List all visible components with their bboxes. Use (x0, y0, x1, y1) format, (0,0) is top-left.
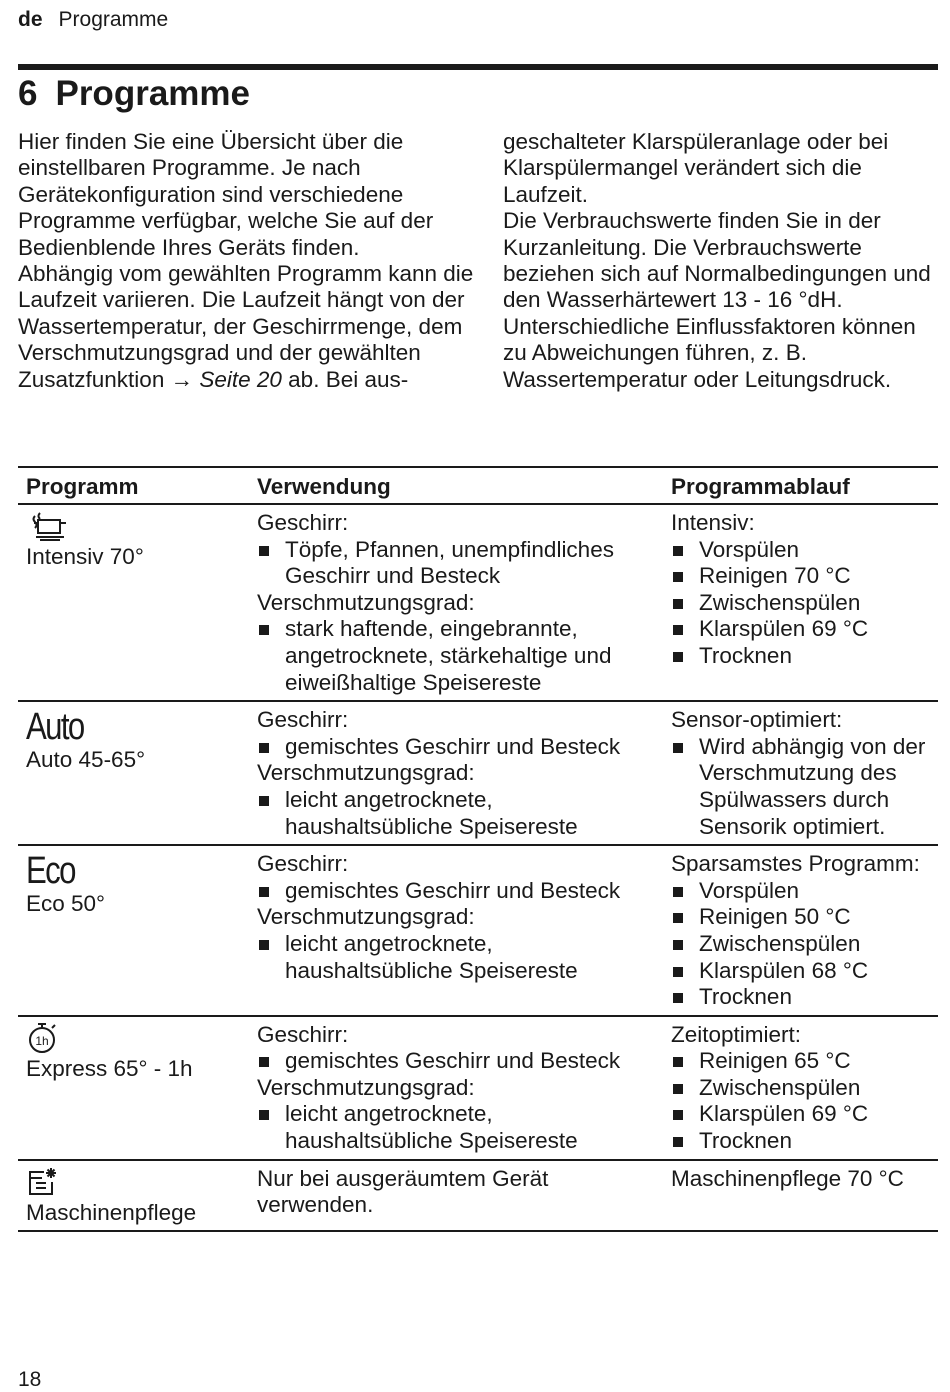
list-item: Zwischenspülen (671, 931, 930, 958)
table-row (18, 1016, 938, 1160)
program-name: Eco 50° (26, 891, 106, 917)
machine-care-icon (26, 1166, 241, 1200)
sequence-label: Sparsamstes Programm: (671, 851, 920, 877)
dishes-label: Geschirr: (257, 851, 349, 877)
sequence-label: Sensor-optimiert: (671, 707, 843, 733)
sequence-list (671, 878, 930, 1011)
list-item: leicht angetrocknete, haushaltsübliche Speisereste (257, 787, 655, 840)
dishes-label: Geschirr: (257, 1021, 349, 1047)
sequence-cell (663, 504, 938, 701)
sequence-list (671, 1048, 930, 1154)
intro-paragraph: geschalteter Klarspüleranlage oder bei Klarspülermangel verändert sich die Laufzeit. (503, 129, 889, 207)
program-cell (18, 1160, 249, 1232)
stopwatch-label: 1h (35, 1033, 49, 1048)
usage-cell (249, 701, 663, 845)
program-name: Intensiv 70° (26, 544, 144, 569)
list-item: gemischtes Geschirr und Besteck (257, 878, 655, 905)
soil-label: Verschmutzungsgrad: (257, 589, 475, 615)
language-code: de (18, 8, 43, 31)
table-row (18, 701, 938, 845)
dishes-label: Geschirr: (257, 707, 349, 733)
list-item: Reinigen 70 °C (671, 563, 930, 590)
list-item: Klarspülen 69 °C (671, 1101, 930, 1128)
intensive-pot-icon (26, 510, 241, 544)
list-item: gemischtes Geschirr und Besteck (257, 734, 655, 761)
list-item: stark haftende, eingebrannte, angetrocknete, stärkehaltige und eiweißhaltige Speisereste (257, 616, 655, 696)
dishes-list (257, 1048, 655, 1075)
dishes-list (257, 537, 655, 590)
soil-label: Verschmutzungsgrad: (257, 760, 475, 786)
sequence-label: Zeitoptimiert: (671, 1021, 802, 1047)
program-cell (18, 845, 249, 1016)
intro-text: ab. Bei aus- (281, 366, 409, 392)
program-cell (18, 504, 249, 701)
soil-list (257, 787, 655, 840)
program-symbol: Eco (26, 850, 75, 893)
program-symbol: Auto (26, 706, 84, 749)
stopwatch-1h-icon (26, 1022, 241, 1056)
table-header-row (18, 467, 938, 504)
list-item: Trocknen (671, 984, 930, 1011)
header-section: Programme (58, 8, 169, 31)
table-row (18, 504, 938, 701)
sequence-label: Maschinenpflege 70 °C (671, 1165, 904, 1191)
column-header-sequence: Programmablauf (663, 467, 938, 504)
chapter-number: 6 (18, 74, 38, 113)
soil-label: Verschmutzungsgrad: (257, 1074, 475, 1100)
intro-right-column (503, 129, 943, 393)
list-item: Klarspülen 69 °C (671, 616, 930, 643)
soil-list (257, 616, 655, 696)
list-item: Vorspülen (671, 878, 930, 905)
page-link[interactable]: Seite 20 (199, 366, 282, 392)
intro-text: Abhängig vom gewählten Programm kann die Laufzeit variieren. Die Laufzeit hängt von der Wassertemperatur, der Geschirrmenge, dem Verschmutzungsgrad und der gewählten Zusatzfunktion (18, 261, 474, 392)
sequence-label: Intensiv: (671, 510, 755, 535)
program-cell (18, 1016, 249, 1160)
soil-list (257, 931, 655, 984)
sequence-list (671, 734, 930, 840)
list-item: Klarspülen 68 °C (671, 958, 930, 985)
usage-cell (249, 1160, 663, 1232)
list-item: Reinigen 50 °C (671, 904, 930, 931)
soil-list (257, 1101, 655, 1154)
dishes-list (257, 878, 655, 905)
soil-label: Verschmutzungsgrad: (257, 904, 475, 930)
sequence-cell (663, 845, 938, 1016)
program-name: Auto 45-65° (26, 747, 146, 773)
program-name: Express 65° - 1h (26, 1055, 193, 1081)
page-number: 18 (18, 1368, 42, 1391)
list-item: Wird abhängig von der Verschmutzung des Spülwassers durch Sensorik optimiert. (671, 734, 930, 840)
column-header-usage: Verwendung (249, 467, 663, 504)
usage-cell (249, 1016, 663, 1160)
usage-cell (249, 845, 663, 1016)
chapter-title: Programme (55, 74, 250, 113)
list-item: Töpfe, Pfannen, unempfindliches Geschirr und Besteck (257, 537, 655, 590)
table-row (18, 1160, 938, 1232)
list-item: Zwischenspülen (671, 1075, 930, 1102)
sequence-cell (663, 1016, 938, 1160)
program-name: Maschinenpflege (26, 1199, 197, 1225)
list-item: leicht angetrocknete, haushaltsübliche Speisereste (257, 1101, 655, 1154)
intro-paragraph: Hier finden Sie eine Übersicht über die einstellbaren Programme. Je nach Gerätekonfiguration sind verschiedene Programme verfügbar, welche Sie auf der Bedienblende Ihres Geräts finden. (18, 129, 434, 260)
list-item: Trocknen (671, 643, 930, 670)
intro-paragraph: Die Verbrauchswerte finden Sie in der Kurzanleitung. Die Verbrauchswerte beziehen sich auf Normalbedingungen und den Wasserhärtewert 13 - 16 °dH. Unterschiedliche Einflussfaktoren können zu Abweichungen führen, z. B. Wassertemperatur oder Leitungsdruck. (503, 208, 931, 392)
sequence-list (671, 537, 930, 670)
usage-text: Nur bei ausgeräumtem Gerät verwenden. (257, 1165, 549, 1218)
list-item: gemischtes Geschirr und Besteck (257, 1048, 655, 1075)
list-item: Zwischenspülen (671, 590, 930, 617)
program-table (18, 466, 938, 1232)
table-row (18, 845, 938, 1016)
dishes-label: Geschirr: (257, 510, 349, 535)
arrow-icon: → (170, 366, 194, 392)
sequence-cell (663, 701, 938, 845)
intro-paragraph (18, 261, 478, 393)
sequence-cell (663, 1160, 938, 1232)
list-item: Vorspülen (671, 537, 930, 564)
intro-left-column (18, 129, 478, 393)
list-item: Reinigen 65 °C (671, 1048, 930, 1075)
dishes-list (257, 734, 655, 761)
column-header-program: Programm (18, 467, 249, 504)
list-item: Trocknen (671, 1128, 930, 1155)
program-cell (18, 701, 249, 845)
usage-cell (249, 504, 663, 701)
list-item: leicht angetrocknete, haushaltsübliche Speisereste (257, 931, 655, 984)
page-header (18, 8, 168, 32)
header-rule (18, 64, 938, 70)
page-title (18, 74, 250, 114)
